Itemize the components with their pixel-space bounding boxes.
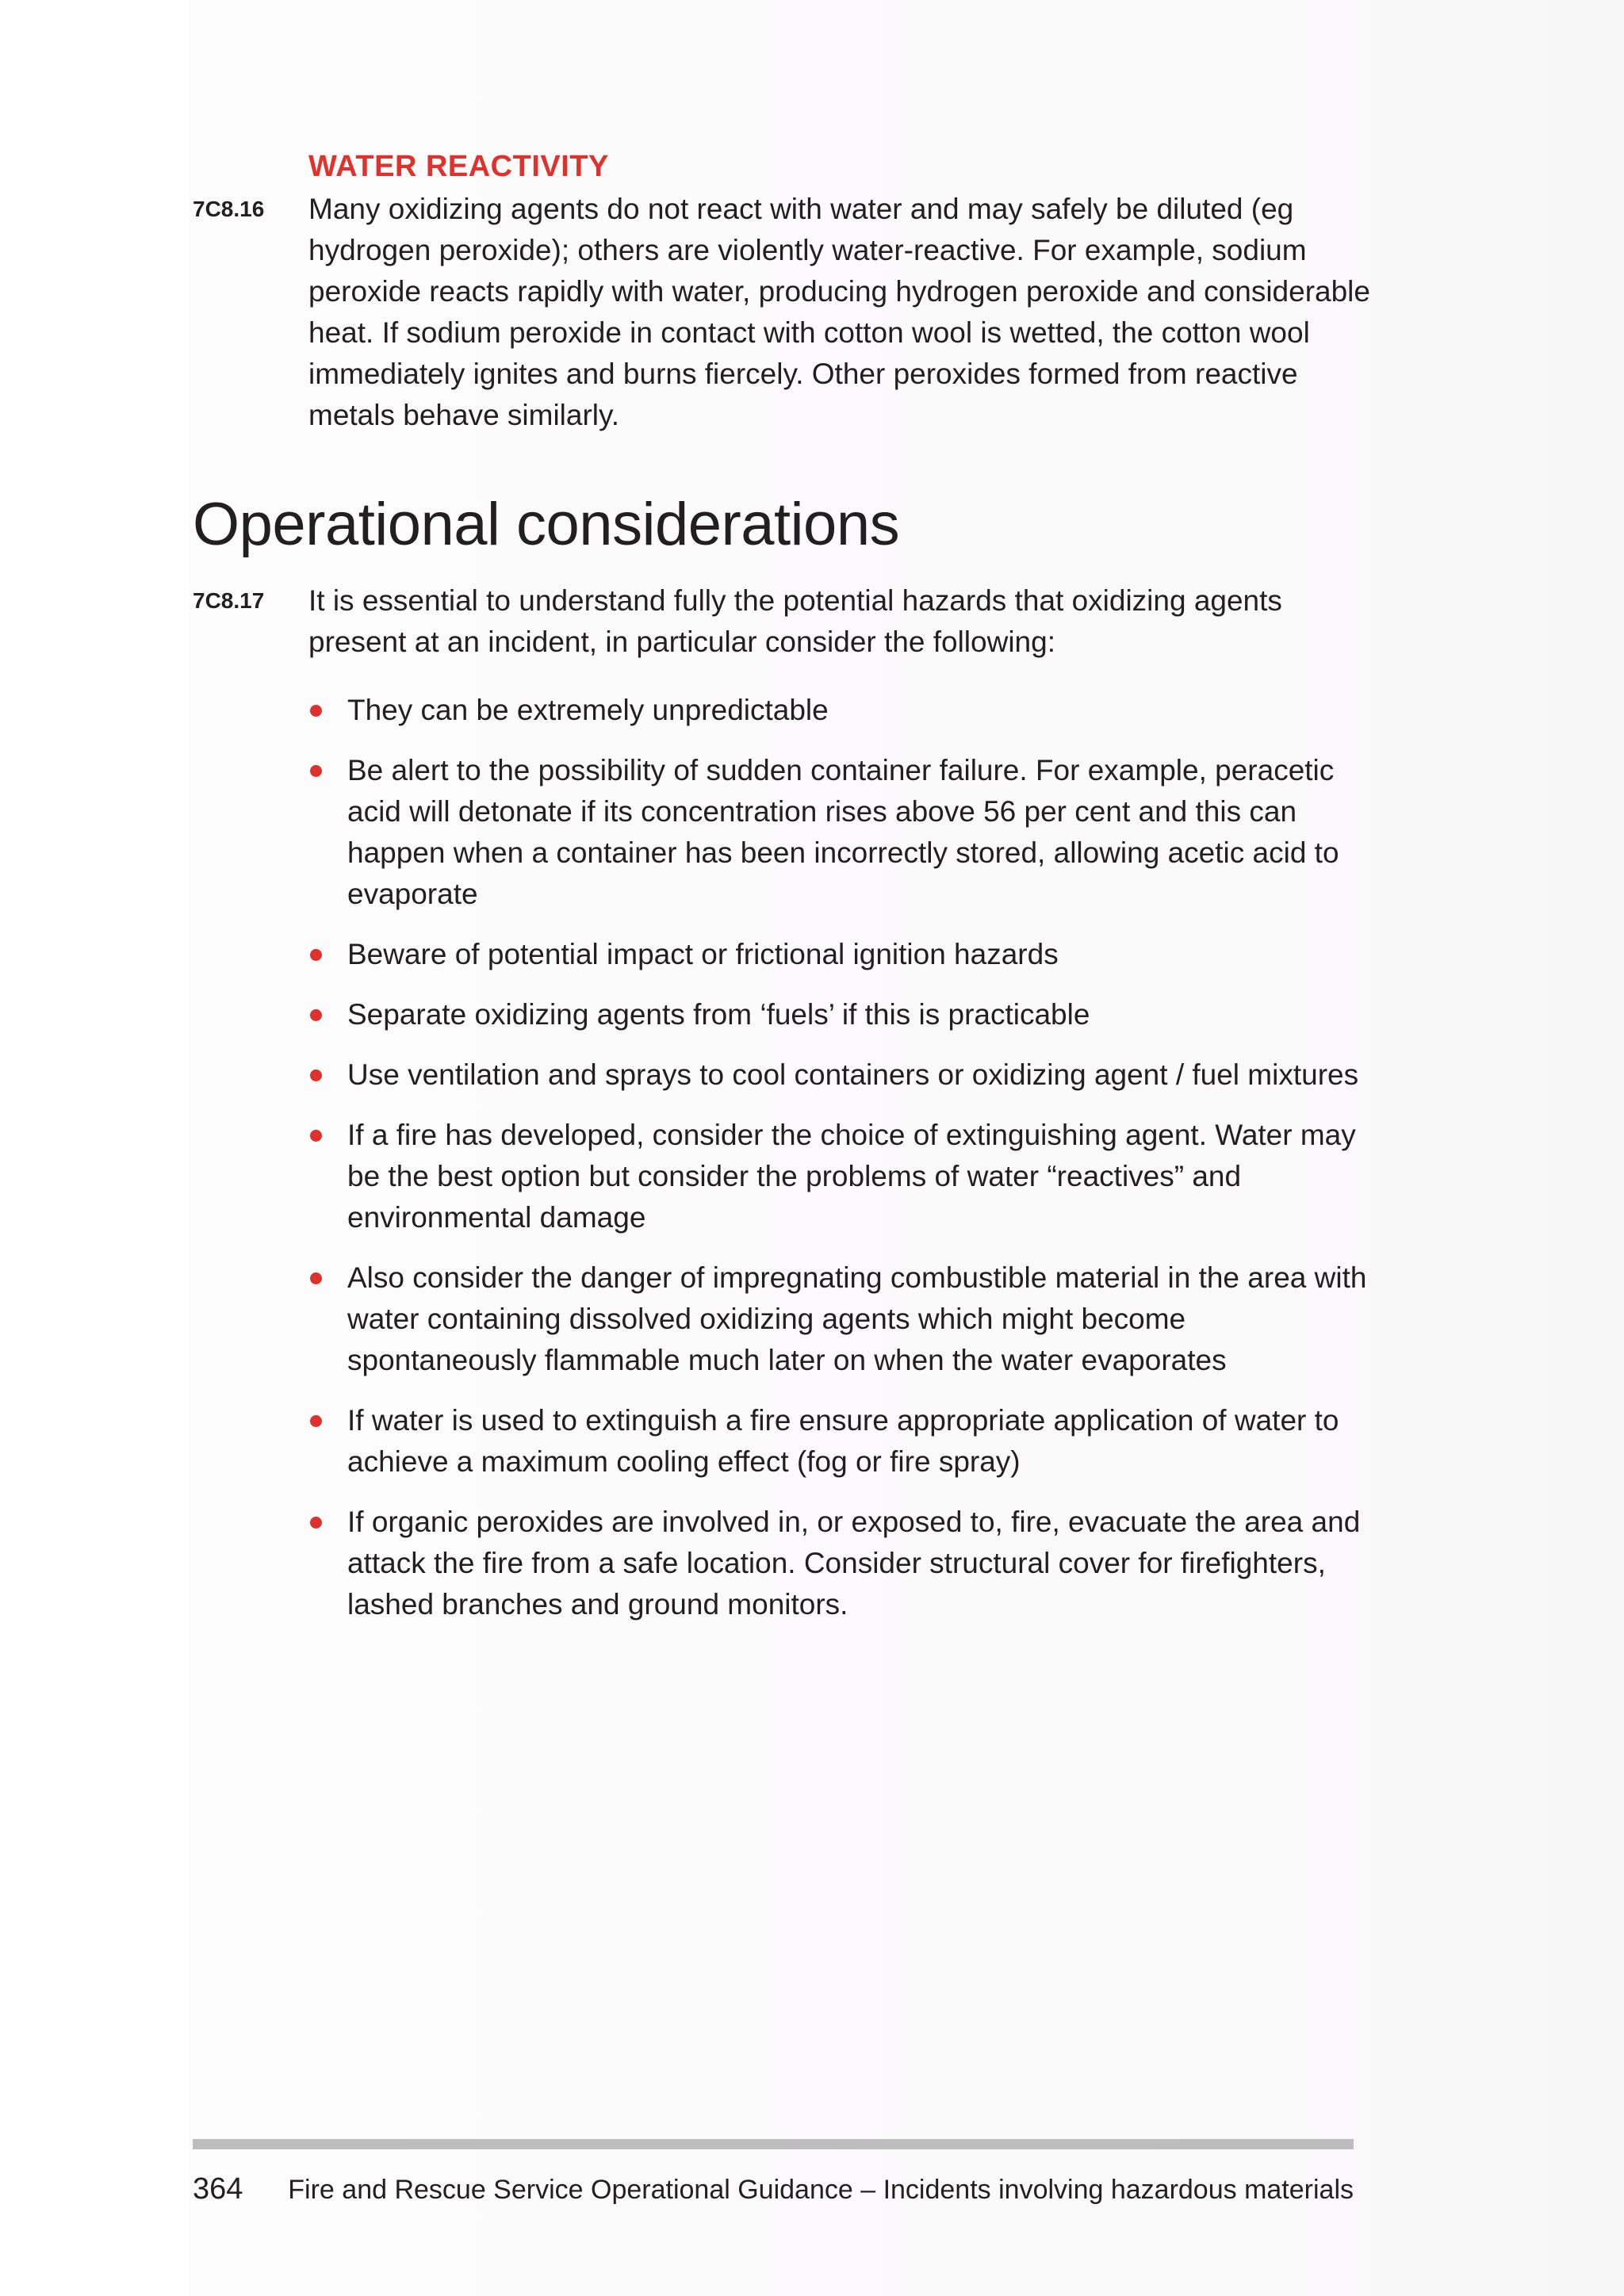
footer-title: Fire and Rescue Service Operational Guidance – Incidents involving hazardous materials	[288, 2175, 1354, 2205]
bullet-dot-icon	[310, 1130, 322, 1142]
bullet-dot-icon	[310, 1272, 322, 1284]
section-heading: Operational considerations	[193, 491, 900, 558]
bullet-dot-icon	[310, 1517, 322, 1529]
bullet-dot-icon	[310, 1009, 322, 1021]
bullet-dot-icon	[310, 949, 322, 961]
list-item-text: If a fire has developed, consider the choice of extinguishing agent. Water may be the best option but consider the problems of water “reactives” and environmental damage	[347, 1119, 1356, 1234]
list-item	[308, 750, 1379, 915]
list-item	[308, 1502, 1379, 1625]
paragraph-water-reactivity: Many oxidizing agents do not react with water and may safely be diluted (eg hydrogen peroxide); others are violently water-reactive. For example, sodium peroxide reacts rapidly with water, producing hydrogen peroxide and considerable heat. If sodium peroxide in contact with cotton wool is wetted, the cotton wool immediately ignites and burns fiercely. Other peroxides formed from reactive metals behave similarly.	[308, 193, 1370, 431]
list-item-text: Beware of potential impact or frictional ignition hazards	[347, 938, 1059, 970]
list-item	[308, 1400, 1379, 1483]
bullet-dot-icon	[310, 1415, 322, 1427]
list-item-text: Also consider the danger of impregnating combustible material in the area with water containing dissolved oxidizing agents which might become spontaneously flammable much later on when the water evaporates	[347, 1261, 1367, 1376]
footer-divider	[193, 2139, 1354, 2149]
list-item-text: Use ventilation and sprays to cool containers or oxidizing agent / fuel mixtures	[347, 1058, 1359, 1091]
section-label: WATER REACTIVITY	[308, 150, 609, 183]
paragraph-intro: It is essential to understand fully the potential hazards that oxidizing agents present at an incident, in particular consider the following:	[308, 584, 1282, 658]
list-item	[308, 690, 1379, 731]
bullet-dot-icon	[310, 705, 322, 717]
paragraph-number: 7C8.16	[193, 197, 265, 221]
list-item	[308, 1257, 1379, 1381]
bullet-dot-icon	[310, 1070, 322, 1081]
list-item	[308, 1115, 1379, 1238]
paragraph-number: 7C8.17	[193, 588, 265, 613]
list-item-text: Be alert to the possibility of sudden container failure. For example, peracetic acid will detonate if its concentration rises above 56 per cent and this can happen when a container has been incorrectly stored, allowing acetic acid to evaporate	[347, 754, 1339, 910]
list-item-text: Separate oxidizing agents from ‘fuels’ if this is practicable	[347, 998, 1090, 1031]
list-item	[308, 994, 1379, 1035]
list-item-text: If organic peroxides are involved in, or exposed to, fire, evacuate the area and attack the fire from a safe location. Consider structural cover for firefighters, lashed branches and ground monitors.	[347, 1506, 1361, 1621]
bullet-dot-icon	[310, 765, 322, 777]
page-number: 364	[193, 2172, 243, 2206]
list-item-text: If water is used to extinguish a fire ensure appropriate application of water to achieve a maximum cooling effect (fog or fire spray)	[347, 1404, 1339, 1478]
list-item-text: They can be extremely unpredictable	[347, 694, 829, 726]
bullet-list	[308, 690, 1379, 1644]
list-item	[308, 934, 1379, 975]
page-footer	[193, 2172, 1354, 2212]
list-item	[308, 1054, 1379, 1096]
